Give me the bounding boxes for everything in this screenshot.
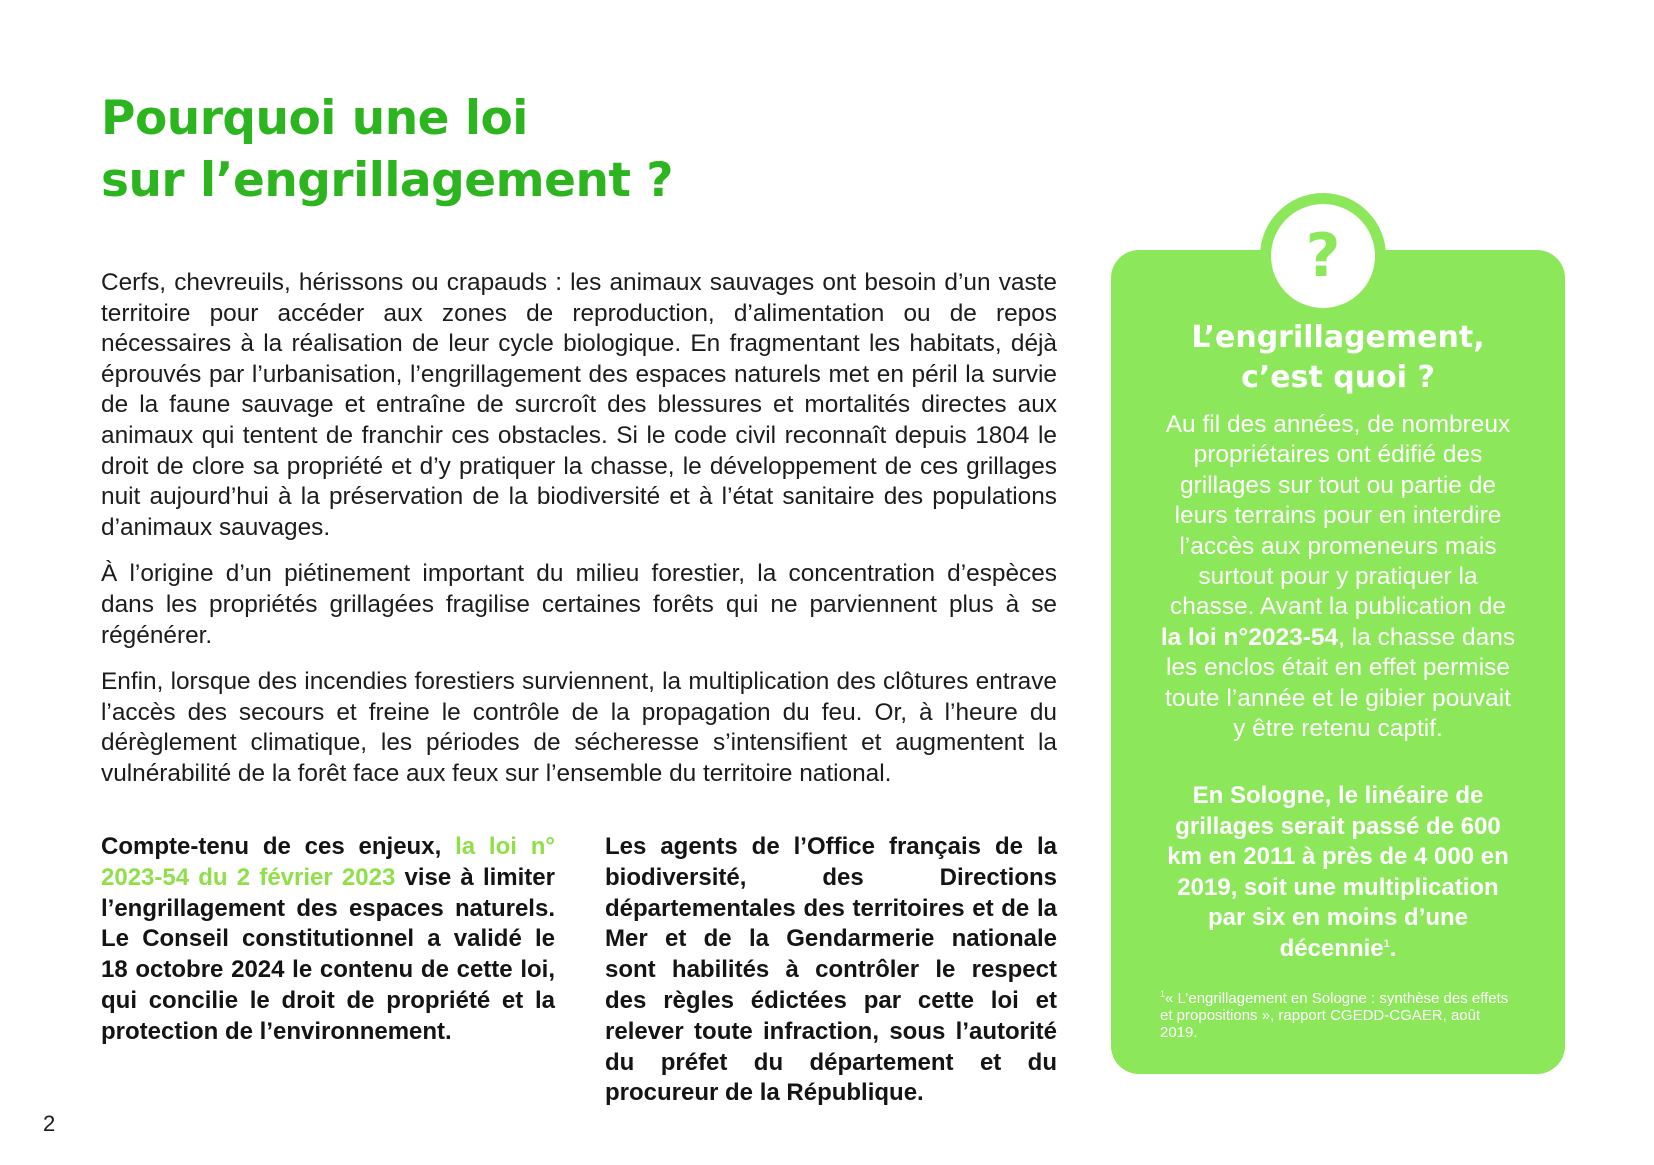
sidebar-highlight: [1160, 781, 1516, 964]
page-title-line1: Pourquoi une loi: [101, 91, 528, 146]
intro-paragraph-3: Enfin, lorsque des incendies forestiers surviennent, la multiplication des clôtures entrave l’accès des secours et freine le contrôle de la propagation du feu. Or, à l’heure du dérèglement climatique, les périodes de sécheresse s’intensifient et augmentent la vulnérabilité de la forêt face aux feux sur l’ensemble du territoire national.: [101, 668, 1057, 787]
page-number: 2: [43, 1111, 56, 1136]
intro-text: [101, 268, 1057, 806]
left-column-text-end: vise à limiter l’engrillagement des espaces naturels. Le Conseil constitutionnel a validé le 18 octobre 2024 le contenu de cette loi, qui concilie le droit de propriété et la protection de l’environnement.: [101, 863, 555, 1045]
footnote-text: « L’engrillagement en Sologne : synthèse des effets et propositions », rapport CGEDD-CGAER, août 2019.: [1160, 990, 1509, 1041]
law-link[interactable]: la loi n° 2023-54 du 2 février 2023: [101, 833, 555, 891]
sidebar-text-start: Au fil des années, de nombreux propriétaires ont édifié des grillages sur tout ou partie de leurs terrains pour en interdire l’accès aux promeneurs mais surtout pour y pratiquer la chasse. Avant la publication de: [1165, 411, 1511, 621]
intro-paragraph-2: À l’origine d’un piétinement important du milieu forestier, la concentration d’espèces dans les propriétés grillagées fragilise certaines forêts qui ne parviennent plus à se régénérer.: [101, 560, 1057, 649]
sidebar-law-reference: la loi n°2023-54: [1160, 623, 1339, 651]
page-title: [101, 88, 673, 212]
page-title-line2: sur l’engrillagement ?: [101, 153, 674, 208]
right-column-text: Les agents de l’Office français de la biodiversité, des Directions départementales des territoires et de la Mer et de la Gendarmerie nationale sont habilités à contrôler le respect des règles édictées par cette loi et relever toute infraction, sous l’autorité du préfet du département et du procureur de la République.: [605, 833, 1057, 1107]
question-badge: [1260, 193, 1386, 319]
sidebar-title: [1111, 318, 1565, 398]
footnote-ref-marker: 1: [1383, 937, 1390, 950]
sidebar-text: [1160, 410, 1516, 744]
intro-paragraph-1: Cerfs, chevreuils, hérissons ou crapauds : les animaux sauvages ont besoin d’un vaste territoire pour accéder aux zones de reproduction, d’alimentation ou de repos nécessaires à la réalisation de leur cycle biologique. En fragmentant les habitats, déjà éprouvés par l’urbanisation, l’engrillagement des espaces naturels met en péril la survie de la faune sauvage et entraîne de surcroît des blessures et mortalités directes aux animaux qui tentent de franchir ces obstacles. Si le code civil reconnaît depuis 1804 le droit de clore sa propriété et d’y pratiquer la chasse, le développement de ces grillages nuit aujourd’hui à la préservation de la biodiversité et à l’état sanitaire des populations d’animaux sauvages.: [101, 269, 1057, 541]
left-column: [101, 832, 555, 1048]
footnote: [1160, 990, 1516, 1041]
sidebar-highlight-text: En Sologne, le linéaire de grillages serait passé de 600 km en 2011 à près de 4 000 en 2019, soit une multiplication par six en moins d’une décennie: [1167, 782, 1509, 962]
right-column: [605, 832, 1057, 1109]
left-column-text-start: Compte-tenu de ces enjeux,: [101, 833, 456, 860]
sidebar-title-line1: L’engrillagement,: [1191, 320, 1485, 355]
sidebar-title-line2: c’est quoi ?: [1241, 360, 1435, 395]
footnote-number: 1: [1160, 989, 1166, 999]
sidebar-text-end: , la chasse dans les enclos était en effet permise toute l’année et le gibier pouvait y être retenu captif.: [1165, 623, 1516, 743]
sidebar-highlight-end: .: [1389, 934, 1397, 962]
question-mark-icon: ?: [1271, 204, 1375, 308]
